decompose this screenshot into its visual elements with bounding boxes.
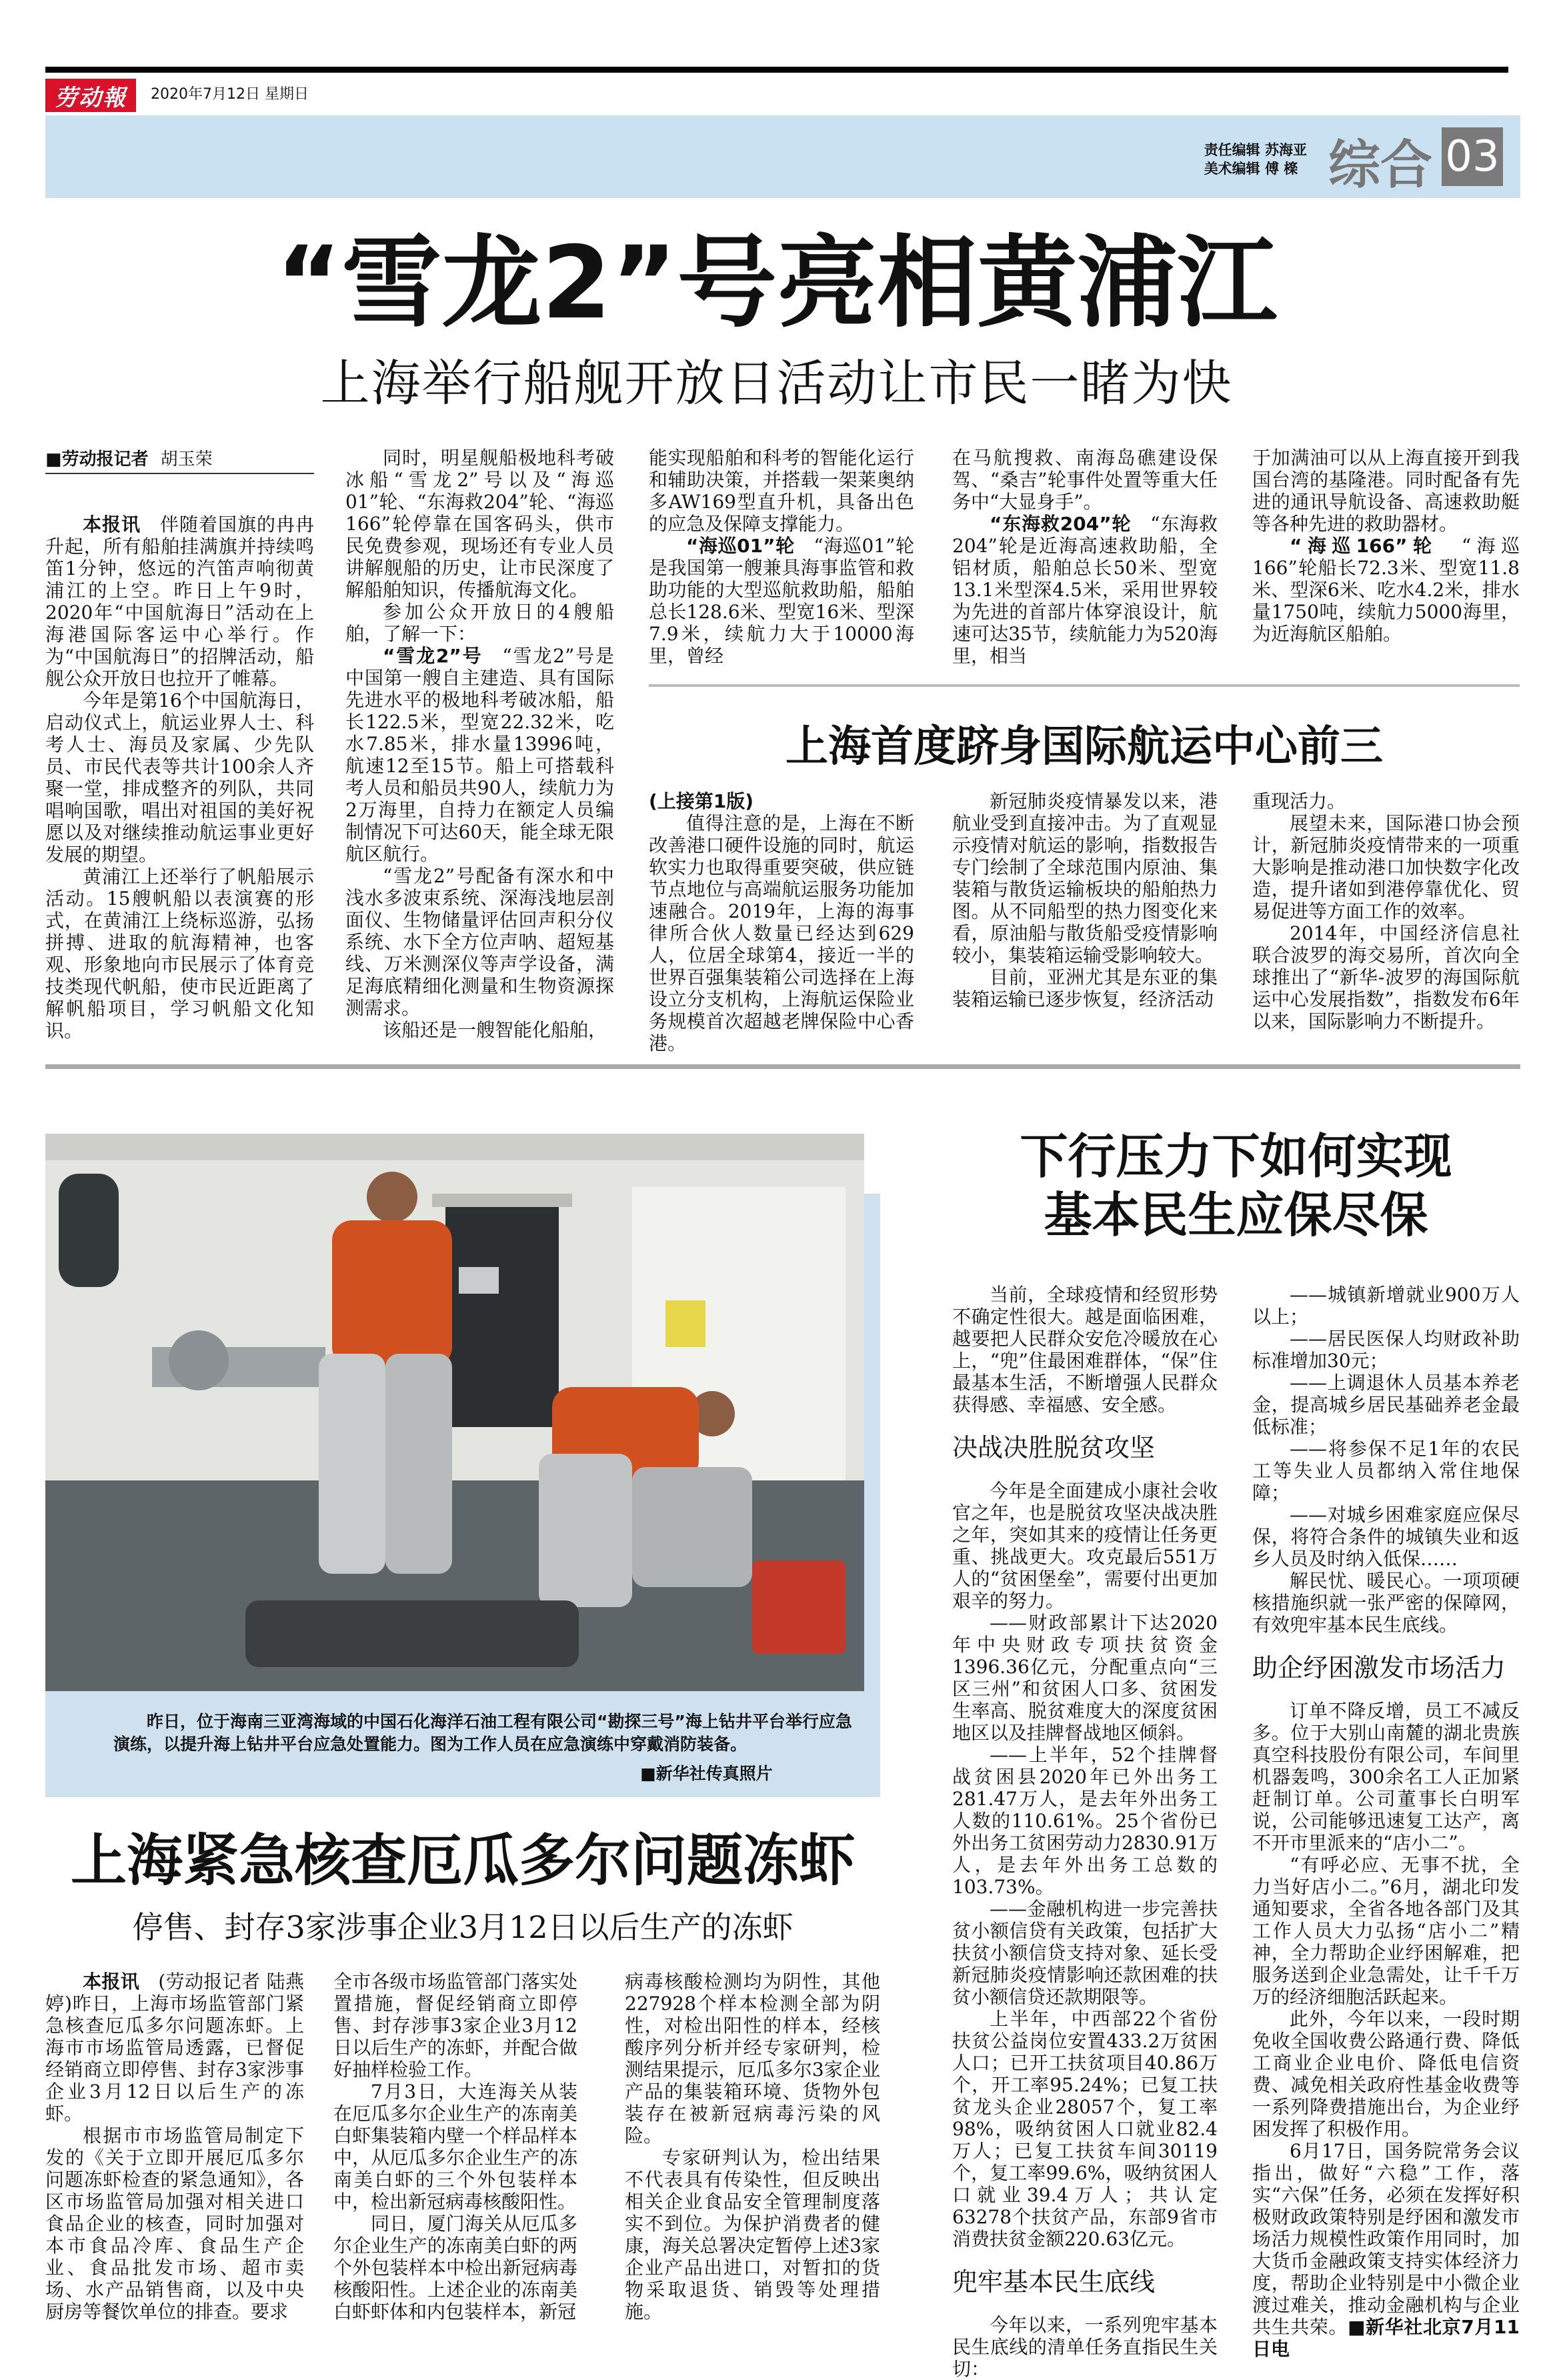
art-editor: 美术编辑 傅 檪	[1204, 161, 1298, 177]
byline-label: ■劳动报记者	[45, 449, 149, 469]
article-paragraph	[333, 1971, 577, 2081]
article2-top-rule	[649, 684, 1520, 687]
article-paragraph	[625, 1971, 880, 2147]
article2-column-2	[952, 790, 1218, 1010]
article-paragraph	[952, 1284, 1218, 1416]
paragraph-text: ——将参保不足1年的农民工等失业人员都纳入常住地保障；	[1252, 1438, 1520, 1504]
article-paragraph	[333, 2081, 577, 2213]
paragraph-text: 新冠肺炎疫情暴发以来，港航业受到直接冲击。为了直观显示疫情对航运的影响，指数报告专门绘制了全球范围内原油、集装箱与散货运输板块的船舶热力图。从不同船型的热力图变化来看，原油船与散货船受疫情影响较小，集装箱运输受影响较大。	[952, 790, 1218, 966]
article-paragraph	[952, 790, 1218, 966]
article3-column-3	[625, 1971, 880, 2323]
article2-column-3	[1252, 790, 1520, 1032]
article-subheading	[952, 2267, 1218, 2297]
paragraph-text: 于加满油可以从上海直接开到我国台湾的基隆港。同时配备有先进的通讯导航设备、高速救助艇等各种先进的救助器材。	[1252, 447, 1520, 535]
article3-column-2	[333, 1971, 577, 2323]
article-paragraph	[952, 966, 1218, 1010]
article1-column-2	[345, 447, 614, 1041]
paragraph-text: 黄浦江上还举行了帆船展示活动。15艘帆船以表演赛的形式，在黄浦江上绕标巡游，弘扬拼搏、进取的航海精神，也客观、形象地向市民展示了体育竞技类现代帆船，使市民近距离了解帆船项目，学习帆船文化知识。	[45, 866, 314, 1042]
paragraph-text: ——对城乡困难家庭应保尽保，将符合条件的城镇失业和返乡人员及时纳入低保……	[1252, 1504, 1520, 1570]
paragraph-text: ——财政部累计下达2020年中央财政专项扶贫资金1396.36亿元，分配重点向“三区三州”和贫困人口多、贫困发生率高、脱贫难度大的深度贫困地区以及挂牌督战地区倾斜。	[952, 1612, 1218, 1744]
paragraph-text: 重现活力。	[1252, 790, 1346, 812]
paragraph-text: 2014年，中国经济信息社联合波罗的海交易所，首次向全球推出了“新华-波罗的海国际航运中心发展指数”，指数发布6年以来，国际影响力不断提升。	[1252, 922, 1520, 1032]
article-paragraph	[45, 1971, 304, 2125]
section-name: 综合	[1328, 135, 1432, 195]
paragraph-text: 今年是全面建成小康社会收官之年，也是脱贫攻坚决战决胜之年，突如其来的疫情让任务更重、挑战更大。攻克最后551万人的“贫困堡垒”，需要付出更加艰辛的努力。	[952, 1480, 1218, 1612]
paragraph-text: 在马航搜救、南海岛礁建设保驾、“桑吉”轮事件处置等重大任务中“大显身手”。	[952, 447, 1218, 513]
paragraph-text: ——上半年，52个挂牌督战贫困县2020年已外出务工281.47万人，是去年外出务工人数的110.61%。25个省份已外出务工贫困劳动力2830.91万人，是去年外出务工总数的103.73%。	[952, 1744, 1218, 1898]
page-number: 03	[1442, 127, 1503, 186]
paragraph-text: 能实现船舶和科考的智能化运行和辅助决策，并搭载一架莱奥纳多AW169型直升机，具备出色的应急及保障支撑能力。	[649, 447, 914, 535]
article1-column-1	[45, 513, 314, 1042]
editor-credits	[1204, 141, 1307, 178]
paragraph-text: “东海救204”轮是近海高速救助船，全铝材质，船舶总长50米、型宽13.1米型深4.5米，采用世界较为先进的首部片体穿浪设计，航速可达35节，续航能力为520海里，相当	[952, 513, 1218, 667]
article3-headline: 上海紧急核查厄瓜多尔问题冻虾	[70, 1828, 855, 1893]
article-paragraph	[952, 513, 1218, 667]
article-paragraph	[1252, 1372, 1520, 1438]
article-paragraph	[345, 447, 614, 601]
section-banner	[45, 115, 1520, 198]
paragraph-text: 全市各级市场监管部门落实处置措施，督促经销商立即停售、封存涉事3家企业3月12日以后生产的冻虾，并配合做好抽样检验工作。	[333, 1971, 577, 2081]
section-divider	[45, 1064, 1520, 1069]
article-paragraph	[649, 447, 914, 535]
paragraph-text: 伴随着国旗的冉冉升起，所有船舶挂满旗并持续鸣笛1分钟，悠远的汽笛声响彻黄浦江的上空。昨日上午9时，2020年“中国航海日”活动在上海港国际客运中心举行。作为“中国航海日”的招牌活动，船舰公众开放日也拉开了帷幕。	[45, 513, 314, 690]
article4-headline-line1: 下行压力下如何实现	[1020, 1128, 1452, 1184]
article-paragraph	[1252, 922, 1520, 1032]
article-paragraph	[1252, 1438, 1520, 1504]
paragraph-text: 该船还是一艘智能化船舶，	[383, 1019, 607, 1041]
paragraph-text: 同日，厦门海关从厄瓜多尔企业生产的冻南美白虾的两个外包装样本中检出新冠病毒核酸阳性。上述企业的冻南美白虾虾体和内包装样本，新冠	[333, 2213, 577, 2323]
paragraph-text: ——金融机构进一步完善扶贫小额信贷有关政策，包括扩大扶贫小额信贷支持对象、延长受新冠肺炎疫情影响还款困难的扶贫小额信贷还款期限等。	[952, 1898, 1218, 2008]
article-paragraph	[952, 1612, 1218, 1744]
paragraph-text: 目前，亚洲尤其是东亚的集装箱运输已逐步恢复，经济活动	[952, 966, 1218, 1010]
article-paragraph	[1252, 1570, 1520, 1636]
article-paragraph	[1252, 535, 1520, 645]
paragraph-text: 当前，全球疫情和经贸形势不确定性很大。越是面临困难，越要把人民群众安危冷暖放在心上，“兜”住最困难群体，“保”住最基本生活，不断增强人民群众获得感、幸福感、安全感。	[952, 1284, 1218, 1416]
article-paragraph	[952, 447, 1218, 513]
paragraph-text: “海巡01”轮是我国第一艘兼具海事监管和救助功能的大型巡航救助船，船舶总长128.6米、型宽16米、型深7.9米，续航力大于10000海里，曾经	[649, 535, 914, 667]
article-paragraph	[333, 2213, 577, 2323]
article4-headline-line2: 基本民生应保尽保	[1044, 1187, 1428, 1243]
article1-column-4	[952, 447, 1218, 667]
article-paragraph	[45, 2125, 304, 2323]
paragraph-text: 同时，明星舰船极地科考破冰船“雪龙2”号以及“海巡01”轮、“东海救204”轮、“海巡166”轮停靠在国客码头，供市民免费参观，现场还有专业人员讲解舰船的历史，让市民深度了解船舶知识，传播航海文化。	[345, 447, 614, 601]
paragraph-text: 此外，今年以来，一段时期免收全国收费公路通行费、降低工商业企业电价、降低电信资费、减免相关政府性基金收费等一系列降费措施出台，为企业纾困发挥了积极作用。	[1252, 2008, 1520, 2140]
article2-headline: 上海首度跻身国际航运中心前三	[786, 722, 1383, 772]
article-paragraph	[1252, 1700, 1520, 1854]
paragraph-lead: 本报讯	[83, 1971, 140, 1993]
article-paragraph	[1252, 2008, 1520, 2140]
paragraph-text: 值得注意的是，上海在不断改善港口硬件设施的同时，航运软实力也取得重要突破，供应链节点地位与高端航运服务功能加速融合。2019年，上海的海事律所合伙人数量已经达到629人，位居全球第4，接近一半的世界百强集装箱公司选择在上海设立分支机构，上海航运保险业务规模首次超越老牌保险中心香港。	[649, 812, 914, 1054]
paragraph-text: 今年是第16个中国航海日，启动仪式上，航运业界人士、科考人士、海员及家属、少先队员、市民代表等共计100余人齐聚一堂，排成整齐的列队，共同唱响国歌，唱出对祖国的美好祝愿以及对继续推动航运事业更好发展的期望。	[45, 690, 314, 866]
article-paragraph	[952, 1480, 1218, 1612]
photo-caption: 昨日，位于海南三亚湾海域的中国石化海洋石油工程有限公司“勘探三号”海上钻井平台举行应急演练，以提升海上钻井平台应急处置能力。图为工作人员在应急演练中穿戴消防装备。	[113, 1712, 852, 1754]
paragraph-text: 展望未来，国际港口协会预计，新冠肺炎疫情带来的一项重大影响是推动港口加快数字化改造，提升诸如到港停靠优化、贸易促进等方面工作的效率。	[1252, 812, 1520, 922]
article-paragraph	[45, 513, 314, 690]
article-paragraph	[952, 1898, 1218, 2008]
article-paragraph	[1252, 1284, 1520, 1328]
issue-date: 2020年7月12日 星期日	[151, 86, 309, 103]
dateline-credit: ■新华社北京7月11日电	[1252, 2316, 1520, 2360]
article-paragraph	[1252, 1504, 1520, 1570]
article4-column-2	[1252, 1284, 1520, 2360]
paragraph-text: 决战决胜脱贫攻坚	[952, 1433, 1156, 1462]
paragraph-text: 6月17日，国务院常务会议指出，做好“六稳”工作，落实“六保”任务，必须在发挥好积极财政政策特别是纾困和激发市场活力规模性政策作用同时，加大货币金融政策支持实体经济力度，帮助企业特别是中小微企业渡过难关，推动金融机构与企业共生共荣。	[1252, 2140, 1520, 2338]
paragraph-lead: “东海救204”轮	[990, 513, 1132, 535]
article1-headline: “雪龙2”号亮相黄浦江	[275, 225, 1278, 341]
article1-column-3	[649, 447, 914, 667]
article-paragraph	[649, 535, 914, 667]
paragraph-text: 根据市市场监管局制定下发的《关于立即开展厄瓜多尔问题冻虾检查的紧急通知》，各区市场监管局加强对相关进口食品企业的核查，同时加强对本市食品冷库、食品生产企业、食品批发市场、超市卖场、水产品销售商，以及中央厨房等餐饮单位的排查。要求	[45, 2125, 304, 2323]
paragraph-text: 今年以来，一系列兜牢基本民生底线的清单任务直指民生关切：	[952, 2314, 1218, 2380]
article-subheading	[1252, 1653, 1520, 1682]
article-paragraph	[649, 812, 914, 1054]
article1-column-5	[1252, 447, 1520, 645]
article-paragraph	[1252, 790, 1520, 812]
article4-headline	[952, 1127, 1520, 1244]
paragraph-text: 参加公众开放日的4艘船舶，了解一下：	[345, 601, 614, 645]
article-paragraph	[1252, 812, 1520, 922]
article-paragraph	[1252, 2140, 1520, 2360]
article-paragraph	[345, 645, 614, 865]
paragraph-lead: “海巡166”轮	[1290, 535, 1438, 557]
article-paragraph	[1252, 1328, 1520, 1372]
article1-subheadline: 上海举行船舰开放日活动让市民一睹为快	[320, 355, 1233, 412]
paragraph-text: ——居民医保人均财政补助标准增加30元；	[1252, 1328, 1520, 1372]
article-paragraph	[45, 690, 314, 866]
article-paragraph	[45, 866, 314, 1042]
article-paragraph	[952, 1744, 1218, 1898]
paragraph-lead: “海巡01”轮	[686, 535, 795, 557]
paragraph-lead: (上接第1版)	[649, 790, 754, 812]
article-paragraph	[649, 790, 914, 812]
article-paragraph	[952, 2314, 1218, 2380]
byline-name: 胡玉荣	[160, 449, 213, 469]
paragraph-text: 专家研判认为，检出结果不代表具有传染性，但反映出相关企业食品安全管理制度落实不到位。为保护消费者的健康，海关总署决定暂停上述3家企业产品出进口，对暂扣的货物采取退货、销毁等处理措施。	[625, 2147, 880, 2323]
article3-subheadline: 停售、封存3家涉事企业3月12日以后生产的冻虾	[132, 1909, 794, 1945]
article-paragraph	[1252, 447, 1520, 535]
paragraph-text: 解民忧、暖民心。一项项硬核措施织就一张严密的保障网，有效兜牢基本民生底线。	[1252, 1570, 1520, 1636]
paragraph-text: ——城镇新增就业900万人以上；	[1252, 1284, 1520, 1328]
article-paragraph	[952, 2008, 1218, 2250]
article-paragraph	[345, 601, 614, 645]
paragraph-text: “雪龙2”号配备有深水和中浅水多波束系统、深海浅地层剖面仪、生物储量评估回声积分仪系统、水下全方位声呐、超短基线、万米测深仪等声学设备，满足海底精细化测量和生物资源探测需求。	[345, 865, 614, 1019]
paragraph-text: 病毒核酸检测均为阴性，其他227928个样本检测全部为阴性，对检出阳性的样本，经核酸序列分析并经专家研判，检测结果提示，厄瓜多尔3家企业产品的集装箱环境、货物外包装存在被新冠病毒污染的风险。	[625, 1971, 880, 2147]
paragraph-text: 上半年，中西部22个省份扶贫公益岗位安置433.2万贫困人口；已开工扶贫项目40.86万个，开工率95.24%；已复工扶贫龙头企业28057个，复工率98%，吸纳贫困人口就业82.4万人；已复工扶贫车间30119个，复工率99.6%，吸纳贫困人口就业39.4万人；共认定63278个扶贫产品，东部9省市消费扶贫金额220.63亿元。	[952, 2008, 1218, 2250]
news-photo	[45, 1134, 864, 1691]
article4-column-1	[952, 1284, 1218, 2380]
paragraph-text: 助企纾困激发市场活力	[1252, 1653, 1506, 1682]
newspaper-logo: 劳动報	[45, 79, 136, 112]
paragraph-text: “雪龙2”号是中国第一艘自主建造、具有国际先进水平的极地科考破冰船，船长122.5米，型宽22.32米，吃水7.85米，排水量13996吨，航速12至15节。船上可搭载科考人员和船员共90人，续航力为2万海里，自持力在额定人员编制情况下可达60天，能全球无限航区航行。	[345, 645, 614, 865]
photo-credit: ■新华社传真照片	[640, 1764, 773, 1783]
article-paragraph	[345, 1019, 614, 1041]
paragraph-text: 兜牢基本民生底线	[952, 2267, 1156, 2297]
paragraph-text: (劳动报记者 陆燕婷)昨日，上海市场监管部门紧急核查厄瓜多尔问题冻虾。上海市市场监管局透露，已督促经销商立即停售、封存3家涉事企业3月12日以后生产的冻虾。	[45, 1971, 304, 2125]
worker-kneeling	[539, 1387, 752, 1607]
paragraph-text: “有呼必应、无事不扰，全力当好店小二。”6月，湖北印发通知要求，全省各地各部门及其工作人员大力弘扬“店小二”精神，全力帮助企业纾困解难，把服务送到企业急需处，让千千万万的经济细胞活跃起来。	[1252, 1854, 1520, 2008]
article-paragraph	[345, 865, 614, 1019]
paragraph-text: ——上调退休人员基本养老金，提高城乡居民基础养老金最低标准；	[1252, 1372, 1520, 1438]
paragraph-lead: 本报讯	[83, 513, 141, 535]
paragraph-lead: “雪龙2”号	[383, 645, 483, 667]
paragraph-text: 订单不降反增，员工不减反多。位于大别山南麓的湖北贵族真空科技股份有限公司，车间里机器轰鸣，300余名工人正加紧赶制订单。公司董事长白明军说，公司能够迅速复工达产，离不开市里派来的“店小二”。	[1252, 1700, 1520, 1854]
paragraph-text: 7月3日，大连海关从装在厄瓜多尔企业生产的冻南美白虾集装箱内壁一个样品样本中，从厄瓜多尔企业生产的冻南美白虾的三个外包装样本中，检出新冠病毒核酸阳性。	[333, 2081, 577, 2213]
paragraph-text: “海巡166”轮船长72.3米、型宽11.8米、型深6米、吃水4.2米，排水量1750吨，续航力5000海里，为近海航区船舶。	[1252, 535, 1520, 645]
article-subheading	[952, 1433, 1218, 1462]
top-rule	[45, 67, 1508, 73]
article3-column-1	[45, 1971, 304, 2323]
article-paragraph	[625, 2147, 880, 2323]
article2-column-1	[649, 790, 914, 1054]
article-paragraph	[1252, 1854, 1520, 2008]
chief-editor: 责任编辑 苏海亚	[1204, 142, 1307, 158]
article1-byline	[45, 445, 314, 474]
